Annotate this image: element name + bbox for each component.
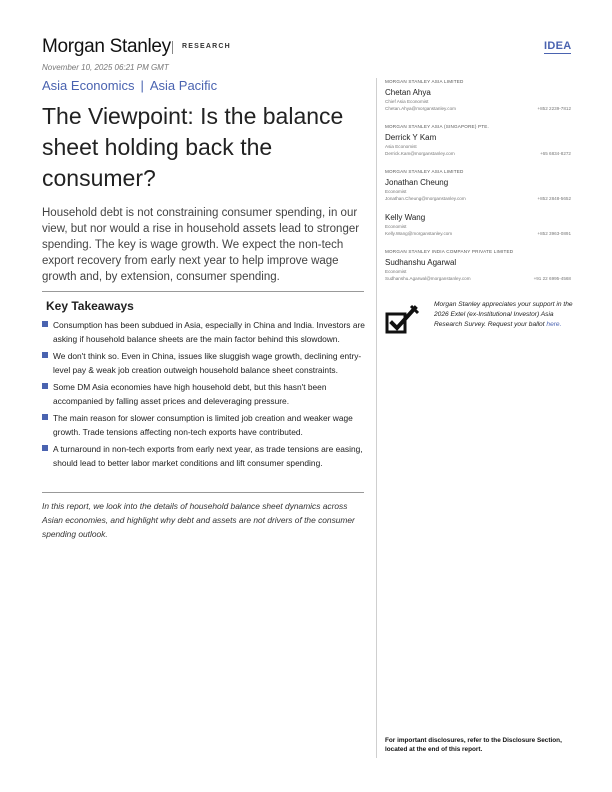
analyst-title: Economist	[385, 224, 407, 229]
analyst-name: Derrick Y Kam	[385, 133, 437, 142]
ballot-checkmark-icon	[385, 302, 421, 338]
analyst-title: Economist	[385, 269, 407, 274]
key-takeaways-list	[42, 318, 367, 473]
analyst-card	[385, 178, 571, 201]
idea-badge: IDEA	[544, 40, 572, 52]
firm-name: MORGAN STANLEY ASIA (SINGAPORE) PTE.	[385, 124, 490, 129]
takeaway-item: The main reason for slower consumption is limited job creation and weaker wage growth. Trade tensions affecting non-tech exports have contributed.	[42, 411, 367, 439]
intro-paragraph: In this report, we look into the details of household balance sheet dynamics across Asian economies, and highlight why debt and assets are not drivers of the consumer spending outlook.	[42, 501, 355, 539]
analyst-email-link[interactable]: Chetan.Ahya@morganstanley.com	[385, 106, 456, 111]
analyst-card	[385, 133, 571, 156]
divider	[42, 492, 364, 493]
research-label: RESEARCH	[182, 43, 231, 50]
publish-date: November 10, 2025 06:21 PM GMT	[42, 63, 169, 72]
firm-name: MORGAN STANLEY ASIA LIMITED	[385, 169, 464, 174]
analyst-card	[385, 88, 571, 111]
disclosure-note: For important disclosures, refer to the Disclosure Section, located at the end of this report.	[385, 737, 562, 753]
analyst-name: Sudhanshu Agarwal	[385, 258, 457, 267]
analyst-title: Asia Economist	[385, 144, 417, 149]
firm-name: MORGAN STANLEY INDIA COMPANY PRIVATE LIMITED	[385, 249, 514, 254]
analyst-title: Economist	[385, 189, 407, 194]
divider	[42, 291, 364, 292]
analyst-phone: +852 2848-5652	[537, 196, 571, 201]
analyst-contacts	[385, 79, 571, 281]
analyst-name: Jonathan Cheung	[385, 178, 449, 187]
analyst-card	[385, 258, 571, 281]
analyst-phone: +91 22 6995-4568	[533, 276, 571, 281]
analyst-email-link[interactable]: Derrick.Kam@morganstanley.com	[385, 151, 455, 156]
takeaway-item: Consumption has been subdued in Asia, especially in China and India. Investors are asking if household balance sheets are the main factor behind this slowdown.	[42, 318, 367, 346]
category-line	[42, 78, 217, 93]
firm-name: MORGAN STANLEY ASIA LIMITED	[385, 79, 464, 84]
analyst-name: Kelly Wang	[385, 213, 426, 222]
analyst-email-link[interactable]: Kelly.Wang@morganstanley.com	[385, 231, 453, 236]
analyst-phone: +852 2239-7812	[537, 106, 571, 111]
takeaway-item: We don't think so. Even in China, issues like sluggish wage growth, declining entry-level pay & weak job creation outweigh household balance sheet constraints.	[42, 349, 367, 377]
brand-divider	[172, 41, 173, 54]
category-separator: |	[140, 78, 144, 93]
analyst-phone: +65 6834-8272	[539, 151, 571, 156]
analyst-title: Chief Asia Economist	[385, 99, 429, 104]
survey-ballot-link[interactable]: here.	[546, 321, 562, 328]
analyst-card	[385, 213, 571, 236]
key-takeaways-heading: Key Takeaways	[46, 299, 134, 313]
report-summary: Household debt is not constraining consumer spending, in our view, but nor would a rise in household assets lead to stronger spending. The key is wage growth. We expect the non-tech export recovery from early next year to help improve wage growth and, by extension, consumer spending.	[42, 207, 360, 283]
survey-note	[434, 300, 574, 330]
brand-logo: Morgan Stanley	[42, 36, 171, 57]
analyst-phone: +852 3963-0891	[537, 231, 571, 236]
analyst-name: Chetan Ahya	[385, 88, 431, 97]
takeaway-item: Some DM Asia economies have high household debt, but this hasn't been accompanied by falling asset prices and deleveraging pressure.	[42, 380, 367, 408]
analyst-email-link[interactable]: Sudhanshu.Agarwal@morganstanley.com	[385, 276, 471, 281]
category-primary-link[interactable]: Asia Economics	[42, 78, 135, 93]
column-divider	[376, 78, 377, 758]
analyst-email-link[interactable]: Jonathan.Cheung@morganstanley.com	[385, 196, 466, 201]
survey-text: Morgan Stanley appreciates your support in the 2026 Extel (ex-Institutional Investor) Asia Research Survey. Request your ballot	[434, 301, 573, 328]
report-title: The Viewpoint: Is the balance sheet holding back the consumer?	[42, 103, 344, 191]
takeaway-item: A turnaround in non-tech exports from early next year, as trade tensions are easing, should lead to better labor market conditions and lift consumer spending.	[42, 442, 367, 470]
category-secondary-link[interactable]: Asia Pacific	[149, 78, 218, 93]
